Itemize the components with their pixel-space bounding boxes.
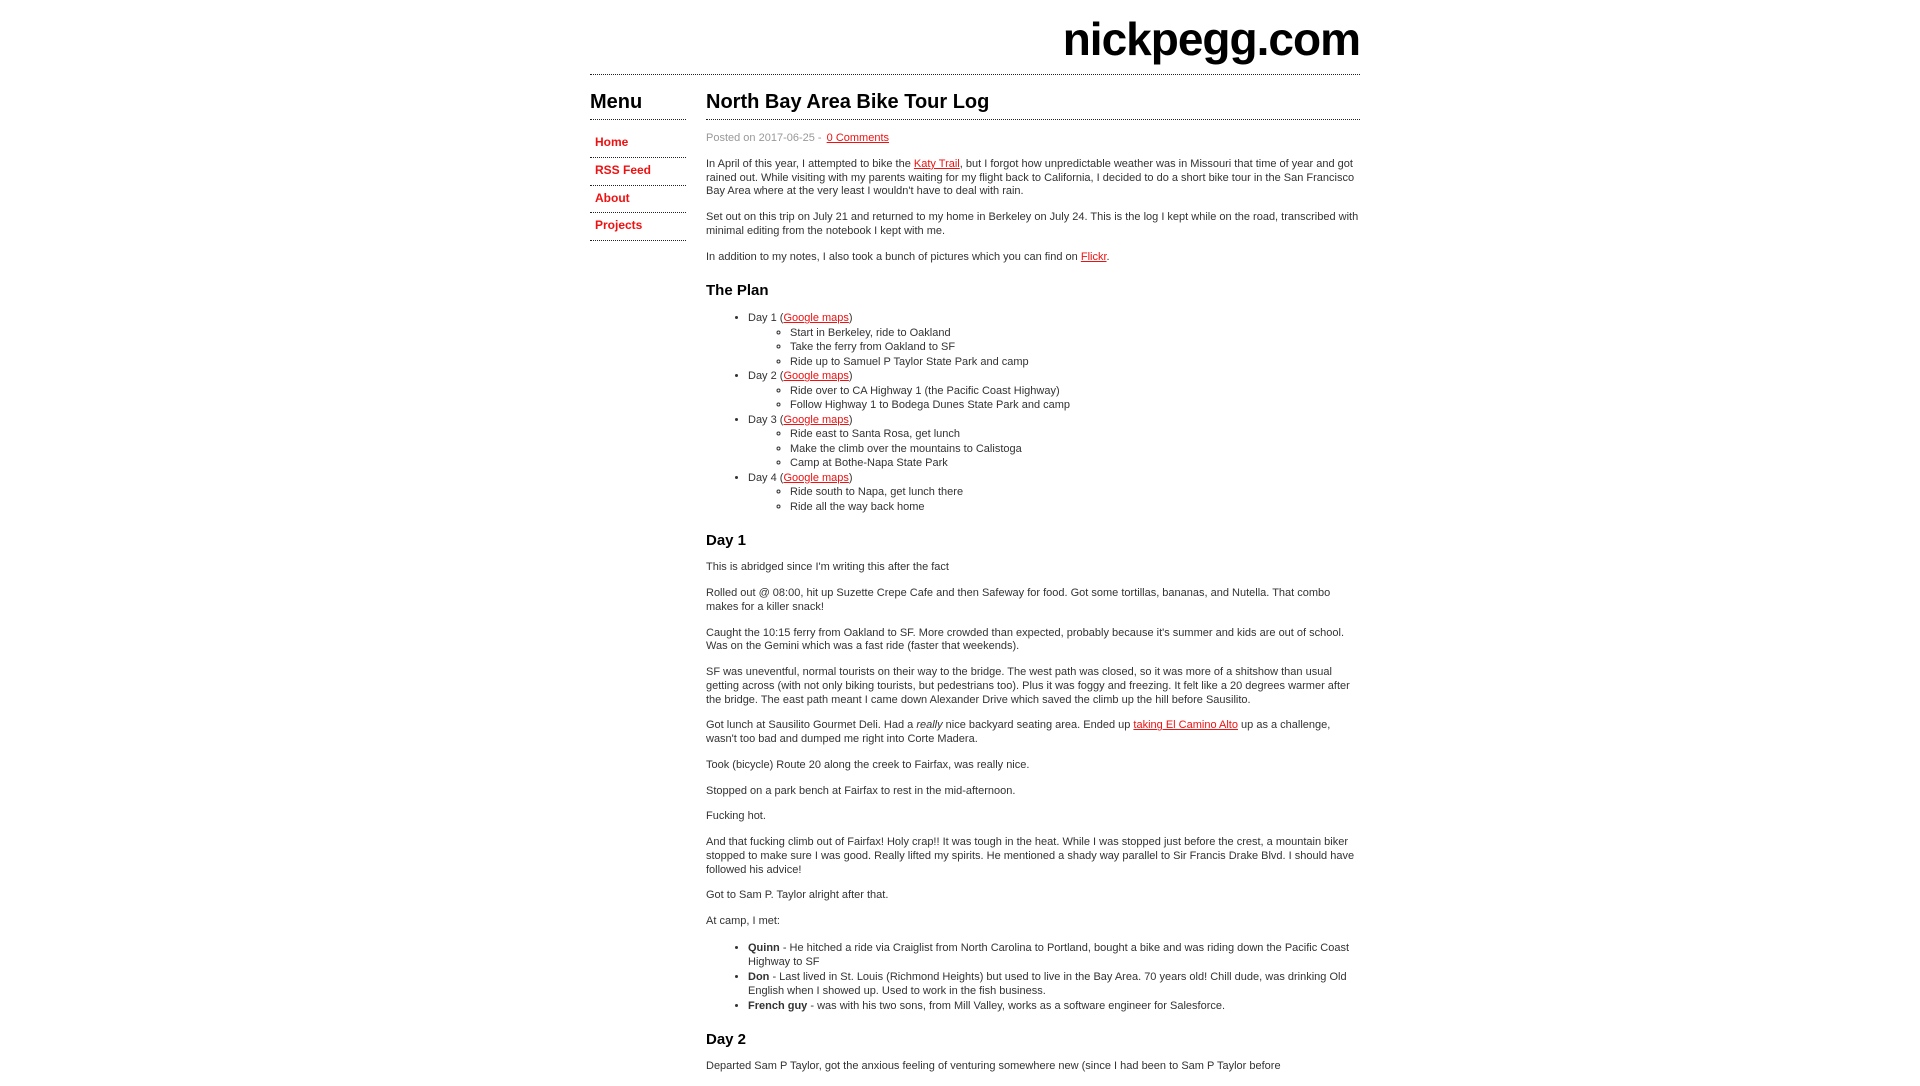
text-segment: In addition to my notes, I also took a bunch of pictures which you can find on xyxy=(706,250,1081,263)
menu-link-about[interactable]: About xyxy=(595,190,630,205)
plan-sub-item: ◦ Start in Berkeley, ride to Oakland xyxy=(790,326,1360,341)
text-segment: SF was uneventful, normal tourists on their way to the bridge. The west path was closed, so it was more of a shitshow than usual getting across (with not only biking tourists, but pedestrians too). Plus it was foggy and freezing. It felt like a 20 degrees warmer after the bridge. The east path meant I came down Alexander Drive which saved the climb up the hill before Sausilito. xyxy=(706,666,1350,706)
day2-heading: Day 2 xyxy=(706,1031,747,1049)
plan-day-label xyxy=(748,312,853,324)
menu-list xyxy=(590,130,686,241)
plan-day-item xyxy=(748,471,1360,515)
post-title: North Bay Area Bike Tour Log xyxy=(706,91,1360,120)
text-segment: ) xyxy=(848,370,853,383)
sidebar-menu xyxy=(590,91,706,241)
plan-list xyxy=(706,311,1360,514)
text-segment: ) xyxy=(848,471,853,484)
google-maps-link-day3[interactable]: Google maps xyxy=(783,413,849,426)
day2-paragraph xyxy=(706,1060,1360,1074)
day1-paragraph xyxy=(706,719,1360,747)
bold-text: French guy xyxy=(748,999,808,1012)
day1-paragraph xyxy=(706,587,1360,615)
plan-sub-list xyxy=(748,427,1360,471)
plan-sub-item: ◦ Ride over to CA Highway 1 (the Pacific Coast Highway) xyxy=(790,384,1360,399)
google-maps-link-day4[interactable]: Google maps xyxy=(783,471,849,484)
text-segment: - was with his two sons, from Mill Valley, works as a software engineer for Salesforce. xyxy=(807,999,1226,1012)
day1-paragraph xyxy=(706,561,1360,575)
katy-trail-link[interactable]: Katy Trail xyxy=(913,157,960,170)
text-segment: And that fucking climb out of Fairfax! Holy crap!! It was tough in the heat. While I was stopped just before the crest, a mountain biker stopped to make sure I was good. Really lifted my spirits. He mentioned a shady way parallel to Sir Francis Drake Blvd. I should have followed his advice! xyxy=(706,836,1355,876)
text-segment: - He hitched a ride via Craiglist from North Carolina to Portland, bought a bike and was riding down the Pacific Coast Highway to SF xyxy=(748,941,1350,969)
day1-paragraph xyxy=(706,915,1360,929)
menu-link-projects[interactable]: Projects xyxy=(595,218,643,233)
plan-day-label xyxy=(748,472,853,484)
plan-sub-list xyxy=(748,384,1360,413)
text-segment: Day 2 ( xyxy=(748,370,784,383)
page xyxy=(590,0,1360,1086)
comments-link[interactable]: 0 Comments xyxy=(826,132,890,144)
text-segment: Took (bicycle) Route 20 along the creek to Fairfax, was really nice. xyxy=(706,758,1030,771)
text-segment: nice backyard seating area. Ended up xyxy=(942,719,1134,732)
menu-heading: Menu xyxy=(590,91,686,120)
plan-day-item xyxy=(748,413,1360,471)
site-title: nickpegg.com xyxy=(1062,13,1360,65)
text-segment: Caught the 10:15 ferry from Oakland to SF. More crowded than expected, probably because it's summer and kids are out of school. Was on the Gemini which was a fast ride (faster that weekends). xyxy=(706,626,1344,653)
text-segment: Stopped on a park bench at Fairfax to rest in the mid-afternoon. xyxy=(706,784,1016,797)
menu-item-rss-feed xyxy=(590,158,686,186)
bold-text: Don xyxy=(748,970,770,983)
plan-sub-item: ◦ Make the climb over the mountains to Calistoga xyxy=(790,442,1360,457)
text-segment: Day 4 ( xyxy=(748,471,784,484)
el-camino-alto-link[interactable]: taking El Camino Alto xyxy=(1133,719,1238,732)
camp-list xyxy=(706,941,1360,1014)
text-segment: Set out on this trip on July 21 and returned to my home in Berkeley on July 24. This is the log I kept while on the road, transcribed with minimal editing from the notebook I kept with me. xyxy=(706,211,1359,237)
plan-sub-item: ◦ Camp at Bothe-Napa State Park xyxy=(790,456,1360,471)
text-segment: Got to Sam P. Taylor alright after that. xyxy=(706,889,889,902)
text-segment: up as a challenge, wasn't too bad and dumped me right into Corte Madera. xyxy=(706,719,1331,745)
plan-sub-item: ◦ Ride all the way back home xyxy=(790,500,1360,515)
day1-paragraph xyxy=(706,810,1360,824)
text-segment: Departed Sam P Taylor, got the anxious feeling of venturing somewhere new (since I had been to Sam P Taylor before xyxy=(706,1060,1281,1073)
plan-sub-item: ◦ Ride up to Samuel P Taylor State Park and camp xyxy=(790,355,1360,370)
camp-person-item xyxy=(748,999,1360,1014)
day1-heading: Day 1 xyxy=(706,532,747,550)
text-segment: , but I forgot how unpredictable weather was in Missouri that time of year and got rained out. While visiting with my parents waiting for my flight back to California, I decided to do a short bike tour in the San Francisco Bay Area where at the very least I wouldn't have to deal with rain. xyxy=(706,157,1355,198)
post-meta xyxy=(706,132,1360,146)
text-segment: ) xyxy=(848,413,853,426)
site-header xyxy=(590,0,1360,75)
plan-heading: The Plan xyxy=(706,282,769,300)
google-maps-link-day2[interactable]: Google maps xyxy=(783,370,849,383)
post-date-text: Posted on 2017-06-25 - xyxy=(706,132,822,144)
bold-text: Quinn xyxy=(748,941,780,954)
text-segment: Day 3 ( xyxy=(748,413,784,426)
text-segment: At camp, I met: xyxy=(706,915,780,927)
text-segment: In April of this year, I attempted to bike the xyxy=(706,157,914,170)
flickr-link[interactable]: Flickr xyxy=(1080,250,1107,263)
menu-item-home xyxy=(590,130,686,158)
intro-paragraph xyxy=(706,251,1360,265)
sidebar-inner xyxy=(590,91,686,241)
text-segment: Rolled out @ 08:00, hit up Suzette Crepe Cafe and then Safeway for food. Got some tortillas, bananas, and Nutella. That combo makes for a killer snack! xyxy=(706,587,1331,613)
day1-paragraph xyxy=(706,889,1360,903)
text-segment: Fucking hot. xyxy=(706,810,766,823)
camp-person-item xyxy=(748,970,1360,999)
day1-paragraph xyxy=(706,836,1360,877)
plan-sub-item: ◦ Ride east to Santa Rosa, get lunch xyxy=(790,427,1360,442)
menu-item-about xyxy=(590,186,686,214)
plan-sub-list xyxy=(748,485,1360,514)
intro-paragraph xyxy=(706,158,1360,199)
emphasis-text: really xyxy=(916,719,943,732)
plan-sub-item: ◦ Follow Highway 1 to Bodega Dunes State Park and camp xyxy=(790,398,1360,413)
menu-item-projects xyxy=(590,213,686,241)
plan-day-item xyxy=(748,369,1360,413)
menu-link-rss-feed[interactable]: RSS Feed xyxy=(595,162,652,177)
text-segment: . xyxy=(1106,250,1110,263)
post-content xyxy=(706,91,1360,1086)
text-segment: Got lunch at Sausilito Gourmet Deli. Had a xyxy=(706,719,917,732)
day1-paragraph xyxy=(706,759,1360,773)
text-segment: This is abridged since I'm writing this after the fact xyxy=(706,561,949,574)
day1-paragraph xyxy=(706,785,1360,799)
day1-paragraph xyxy=(706,666,1360,707)
text-segment: - Last lived in St. Louis (Richmond Heights) but used to live in the Bay Area. 70 years old! Chill dude, was drinking Old English when I showed up. Used to work in the fish business. xyxy=(748,970,1347,998)
main-columns xyxy=(590,91,1360,1086)
plan-sub-list xyxy=(748,326,1360,370)
plan-sub-item: ◦ Ride south to Napa, get lunch there xyxy=(790,485,1360,500)
plan-sub-item: ◦ Take the ferry from Oakland to SF xyxy=(790,340,1360,355)
camp-person-item xyxy=(748,941,1360,970)
day1-paragraph xyxy=(706,627,1360,655)
plan-day-label xyxy=(748,370,853,382)
google-maps-link-day1[interactable]: Google maps xyxy=(783,312,849,325)
text-segment: ) xyxy=(848,312,853,325)
intro-paragraph xyxy=(706,211,1360,239)
plan-day-item xyxy=(748,311,1360,369)
text-segment: Day 1 ( xyxy=(748,312,784,325)
plan-day-label xyxy=(748,414,853,426)
menu-link-home[interactable]: Home xyxy=(595,135,629,149)
